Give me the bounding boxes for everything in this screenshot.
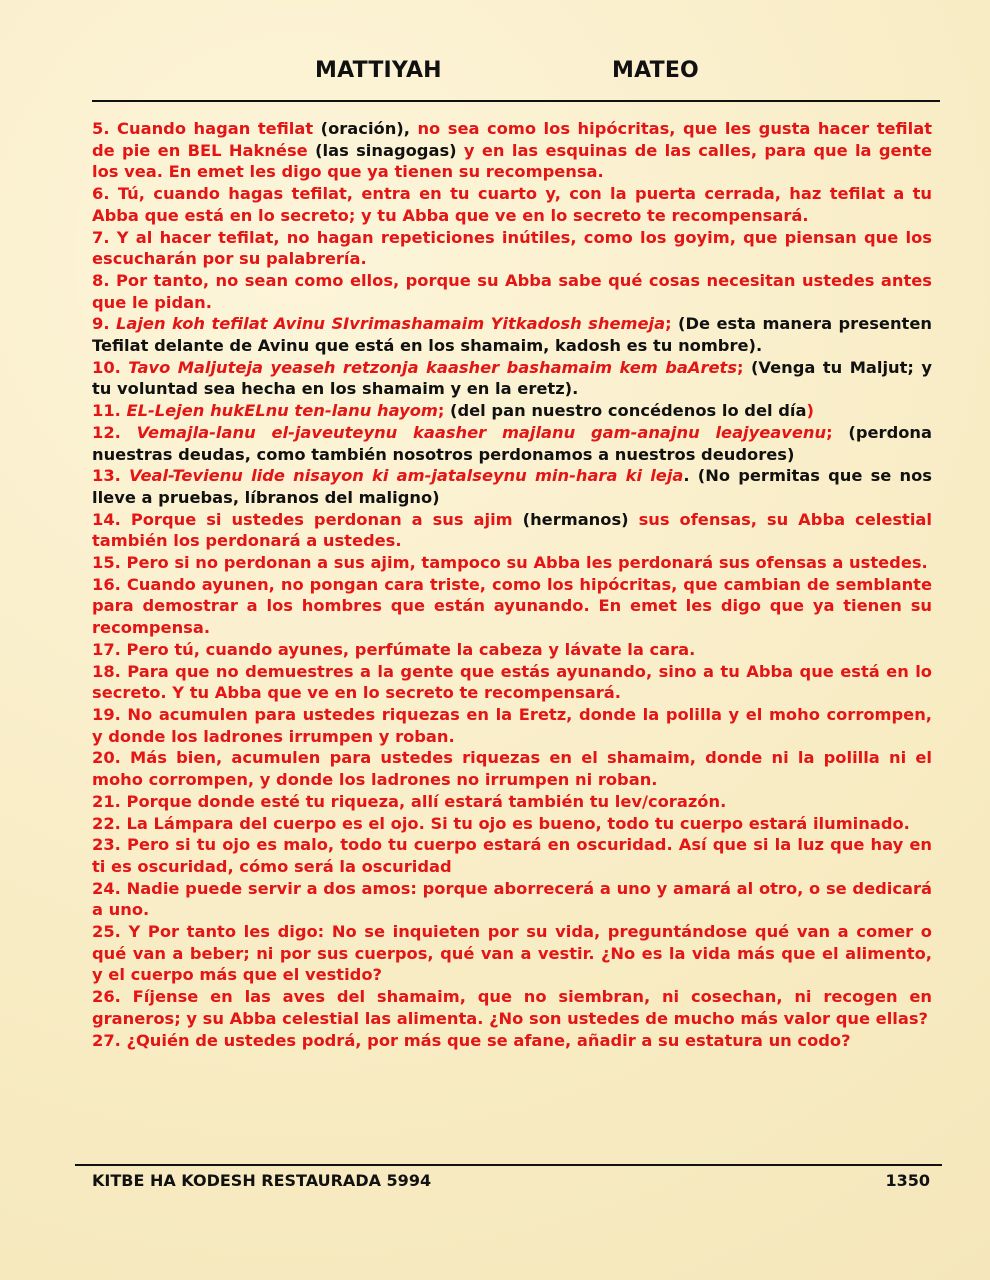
footer-book-title: KITBE HA KODESH RESTAURADA 5994 [92,1171,432,1190]
verse-18: 18. Para que no demuestres a la gente que estás ayunando, sino a tu Abba que está en lo secreto. Y tu Abba que ve en lo secreto te recompensará. [92,661,932,703]
footer-rule [75,1164,942,1166]
verse-5-part: 5. Cuando hagan tefilat [92,119,321,138]
separator: ; [665,314,672,334]
verse-5-part: no sea como los hipócritas, que les gusta hacer tefilat de pie en BEL Haknése [92,119,932,160]
verse-25: 25. Y Por tanto les digo: No se inquieten por su vida, preguntándose qué van a comer o qué van a beber; ni por sus cuerpos, qué van a vestir. ¿No es la vida más que el alimento, y el cuerpo más que el vestido? [92,922,932,985]
header-rule [92,100,940,102]
verse-14 [92,509,932,552]
verse-number: 13. [92,466,130,486]
closing-paren: ) [806,401,814,421]
header-title-spanish: MATEO [612,58,699,83]
hebrew-phrase: Lajen koh tefilat Avinu SIvrimashamaim Yitkadosh shemeja [115,314,666,334]
verse-7: 7. Y al hacer tefilat, no hagan repeticiones inútiles, como los goyim, que piensan que los escucharán por su palabrería. [92,227,932,269]
translation: (del pan nuestro concédenos lo del día [444,401,807,421]
translation: (perdona nuestras deudas, como también nosotros perdonamos a nuestros deudores) [92,422,932,464]
verse-21: 21. Porque donde esté tu riqueza, allí estará también tu lev/corazón. [92,791,727,811]
verse-9 [92,313,932,356]
verse-22: 22. La Lámpara del cuerpo es el ojo. Si tu ojo es bueno, todo tu cuerpo estará iluminado. [92,813,910,833]
verse-5-gloss: (oración), [320,119,418,138]
verse-17: 17. Pero tú, cuando ayunes, perfúmate la cabeza y lávate la cara. [92,639,696,659]
verse-14-gloss: (hermanos) [522,509,639,529]
verse-11 [92,400,932,422]
separator: ; [826,422,833,442]
verse-6: 6. Tú, cuando hagas tefilat, entra en tu cuarto y, con la puerta cerrada, haz tefilat a tu Abba que está en lo secreto; y tu Abba que ve en lo secreto te recompensará. [92,184,932,225]
verse-number: 11. [92,401,127,421]
verse-14-part: 14. Porque si ustedes perdonan a sus ajim [92,509,523,529]
verse-20: 20. Más bien, acumulen para ustedes riquezas en el shamaim, donde ni la polilla ni el moho corrompen, y donde los ladrones no irrumpen ni roban. [92,748,932,790]
translation: (De esta manera presenten Tefilat delante de Avinu que está en los shamaim, kadosh es tu nombre). [92,314,932,356]
verse-27: 27. ¿Quién de ustedes podrá, por más que se afane, añadir a su estatura un codo? [92,1030,851,1050]
verse-5-gloss: (las sinagogas) [315,140,464,160]
hebrew-phrase: Vemajla-lanu el-javeuteynu kaasher majlanu gam-anajnu leajyeavenu [136,422,827,442]
verse-16: 16. Cuando ayunen, no pongan cara triste, como los hipócritas, que cambian de semblante para demostrar a los hombres que están ayunando. En emet les digo que ya tienen su recompensa. [92,574,932,638]
verse-8: 8. Por tanto, no sean como ellos, porque su Abba sabe qué cosas necesitan ustedes antes que le pidan. [92,270,932,312]
hebrew-phrase: Tavo Maljuteja yeaseh retzonja kaasher bashamaim kem baArets [128,357,738,377]
separator: ; [737,357,744,377]
verse-26: 26. Fíjense en las aves del shamaim, que no siembran, ni cosechan, ni recogen en graneros; y su Abba celestial las alimenta. ¿No son ustedes de mucho más valor que ellas? [92,987,932,1028]
separator: ; [437,401,445,421]
hebrew-phrase: Veal-Tevienu lide nisayon ki am-jatalseynu min-hara ki leja [129,466,684,486]
verse-24: 24. Nadie puede servir a dos amos: porque aborrecerá a uno y amará al otro, o se dedicará a uno. [92,878,932,920]
verse-number: 12. [92,422,137,442]
verse-10 [92,357,932,400]
verse-number: 10. [92,357,129,377]
verse-12 [92,422,932,465]
header-title-hebrew: MATTIYAH [315,58,442,83]
scripture-text [92,118,932,1051]
translation: (No permitas que se nos lleve a pruebas, líbranos del maligno) [92,466,932,507]
verse-number: 9. [92,314,116,334]
verse-5-part: y en las esquinas de las calles, para que la gente los vea. En emet les digo que ya tienen su recompensa. [92,140,933,182]
verse-15: 15. Pero si no perdonan a sus ajim, tampoco su Abba les perdonará sus ofensas a ustedes. [92,553,928,573]
page-number: 1350 [885,1171,930,1190]
verse-13 [92,465,932,508]
verse-5 [92,118,932,183]
verse-19: 19. No acumulen para ustedes riquezas en la Eretz, donde la polilla y el moho corrompen, y donde los ladrones irrumpen y roban. [92,704,932,746]
verse-23: 23. Pero si tu ojo es malo, todo tu cuerpo estará en oscuridad. Así que si la luz que hay en ti es oscuridad, cómo será la oscuridad [92,835,932,876]
page-header [0,58,990,90]
hebrew-phrase: EL-Lejen hukELnu ten-lanu hayom [126,401,438,421]
translation: (Venga tu Maljut; y tu voluntad sea hecha en los shamaim y en la eretz). [92,357,932,399]
separator: . [683,466,690,486]
verse-14-part: sus ofensas, su Abba celestial también los perdonará a ustedes. [92,509,932,551]
